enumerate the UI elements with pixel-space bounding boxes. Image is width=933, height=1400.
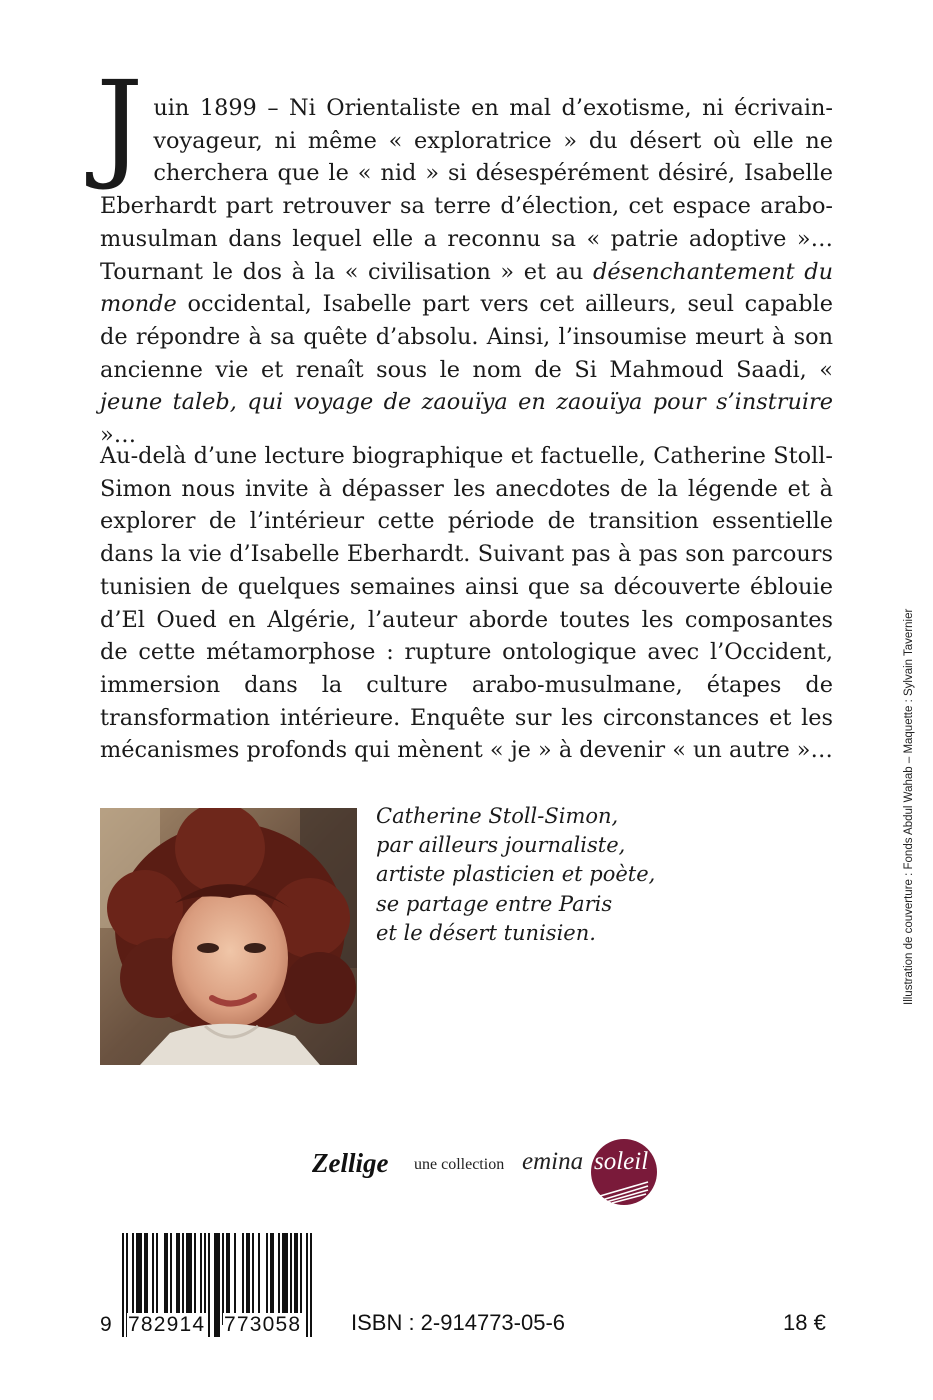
barcode-bar — [170, 1233, 172, 1325]
isbn: ISBN : 2-914773-05-6 — [351, 1310, 566, 1335]
barcode-bar — [246, 1233, 250, 1325]
barcode-bar — [144, 1233, 148, 1325]
barcode-bar — [252, 1233, 254, 1325]
bio-line: artiste plasticien et poète, — [376, 862, 656, 887]
barcode-bar — [300, 1233, 302, 1325]
collection-connector: une collection — [414, 1156, 505, 1173]
bio-line: par ailleurs journaliste, — [376, 833, 626, 858]
barcode-bar — [214, 1233, 220, 1337]
barcode-bar — [186, 1233, 192, 1325]
synopsis-paragraph: Au-delà d’une lecture biographique et factuelle, Catherine Stoll-Simon nous invite à dépasser les anecdotes de la légende et à explorer de l’intérieur cette période de transition essentielle dans la vie d’Isabelle Eberhardt. Suivant pas à pas son parcours tunisien de quelques semaines ainsi que sa découverte éblouie d’El Oued en Algérie, l’auteur aborde toutes les composantes de cette métamorphose : rupture ontologique avec l’Occident, immersion dans la culture arabo-musulmane, étapes de transformation intérieure. Enquête sur les circonstances et les mécanismes profonds qui mènent « je » à devenir « un autre »… — [100, 443, 833, 764]
cover-credit: Illustration de couverture : Fonds Abdul Wahab – Maquette : Sylvain Tavernier — [903, 608, 915, 1005]
collection-imprint — [312, 1136, 672, 1216]
barcode-bar — [176, 1233, 180, 1325]
publisher-name-part1: emina — [522, 1148, 584, 1175]
intro-paragraph — [96, 55, 833, 452]
barcode-bar — [282, 1233, 288, 1325]
barcode-bar — [222, 1233, 224, 1325]
barcode-bar — [132, 1233, 134, 1325]
barcode-bar — [194, 1233, 196, 1325]
barcode-bar — [122, 1233, 124, 1337]
barcode-bar — [294, 1233, 298, 1325]
barcode-bar — [156, 1233, 158, 1325]
intro-text-segment: occidental, Isabelle part vers cet ailleurs, seul capable de répondre à sa quête d’absolu. Ainsi, l’insoumise meurt à son ancienne vie et renaît sous le nom de Si Mahmoud Saadi, « — [100, 291, 833, 383]
bio-line: Catherine Stoll-Simon, — [376, 804, 619, 828]
publisher-name-part2: soleil — [594, 1148, 649, 1175]
barcode-bar — [204, 1233, 206, 1325]
bio-line: et le désert tunisien. — [376, 920, 596, 945]
barcode-bar — [152, 1233, 154, 1325]
barcode-bar — [290, 1233, 292, 1325]
barcode-bar — [182, 1233, 184, 1325]
barcode-bar — [164, 1233, 168, 1325]
intro-italic-segment: désenchantement du monde — [100, 258, 833, 318]
intro-text-segment: »… — [100, 422, 137, 449]
barcode-digit-first: 9 — [100, 1313, 112, 1336]
collection-name: Zellige — [312, 1148, 389, 1178]
barcode-bar — [310, 1233, 312, 1337]
barcode-digits-left: 782914 — [128, 1313, 206, 1336]
intro-text-segment: uin 1899 – Ni Orientaliste en mal d’exotisme, ni écrivain-voyageur, ni même « exploratrice » du désert où elle ne cherchera que le « nid » si désespérément désiré, Isabelle Eberhardt part retrouver sa terre d’élection, cet espace arabo-musulman dans lequel elle a reconnu sa « patrie adoptive »… Tournant le dos à la « civilisation » et au — [100, 95, 833, 285]
barcode-bar — [266, 1233, 268, 1325]
author-photo — [100, 808, 357, 1065]
intro-italic-segment: jeune taleb, qui voyage de zaouïya en zaouïya pour s’instruire — [100, 389, 833, 416]
barcode-bar — [136, 1233, 142, 1325]
barcode-bar — [234, 1233, 236, 1325]
barcode-bar — [226, 1233, 230, 1325]
barcode-bar — [258, 1233, 260, 1325]
barcode-bar — [200, 1233, 202, 1325]
author-bio — [376, 802, 655, 948]
barcode-bar — [208, 1233, 210, 1337]
barcode-bar — [270, 1233, 274, 1325]
barcode — [100, 1233, 325, 1351]
barcode-digits-right: 773058 — [224, 1313, 302, 1336]
barcode-bar — [306, 1233, 308, 1337]
barcode-bar — [242, 1233, 244, 1325]
drop-cap: J — [96, 55, 144, 193]
bio-line: se partage entre Paris — [376, 891, 613, 916]
barcode-bar — [278, 1233, 280, 1325]
intro-text — [100, 95, 833, 448]
price: 18 € — [783, 1310, 826, 1335]
